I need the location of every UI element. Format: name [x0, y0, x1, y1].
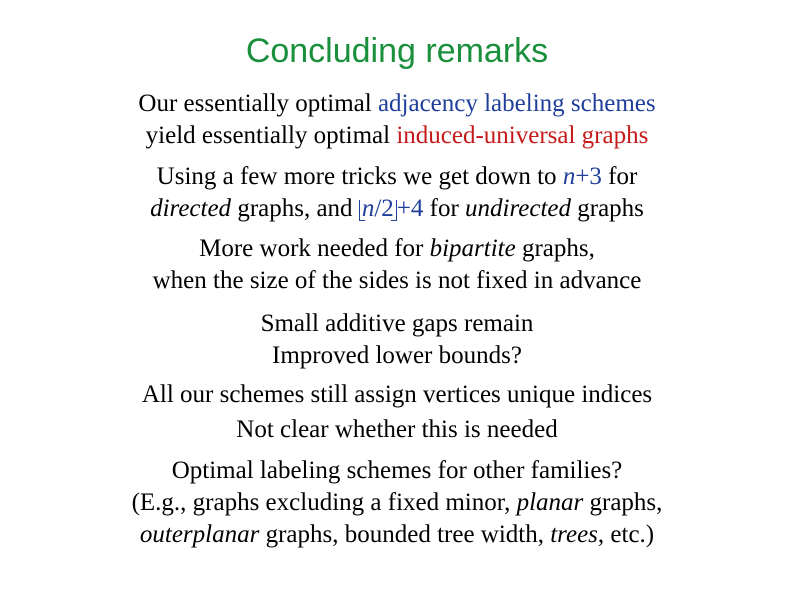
- floor-expression: n/2: [359, 193, 397, 225]
- remark-1-line-2: yield essentially optimal induced-universal graphs: [145, 122, 649, 149]
- remark-2-line-2: directed graphs, and n/2 +4 for undirected graphs: [0, 193, 794, 225]
- remark-5-line-1: All our schemes still assign vertices unique indices: [141, 381, 653, 408]
- remark-4-line-1: Small additive gaps remain: [260, 310, 534, 337]
- remark-1-line-1: Our essentially optimal adjacency labeling schemes: [138, 90, 656, 117]
- remark-6-line-3: outerplanar graphs, bounded tree width, trees, etc.): [139, 521, 655, 548]
- remark-4-line-2: Improved lower bounds?: [272, 342, 522, 369]
- remark-5-line-2: Not clear whether this is needed: [236, 416, 558, 443]
- remark-6-line-1: Optimal labeling schemes for other families?: [171, 457, 623, 484]
- remark-3-line-2: when the size of the sides is not fixed in advance: [152, 267, 642, 294]
- remark-3-line-1: More work needed for bipartite graphs,: [199, 235, 595, 262]
- remark-2-line-1: Using a few more tricks we get down to n+3 for: [156, 163, 638, 190]
- remark-6-line-2: (E.g., graphs excluding a fixed minor, planar graphs,: [131, 489, 663, 516]
- slide-title: Concluding remarks: [245, 32, 549, 70]
